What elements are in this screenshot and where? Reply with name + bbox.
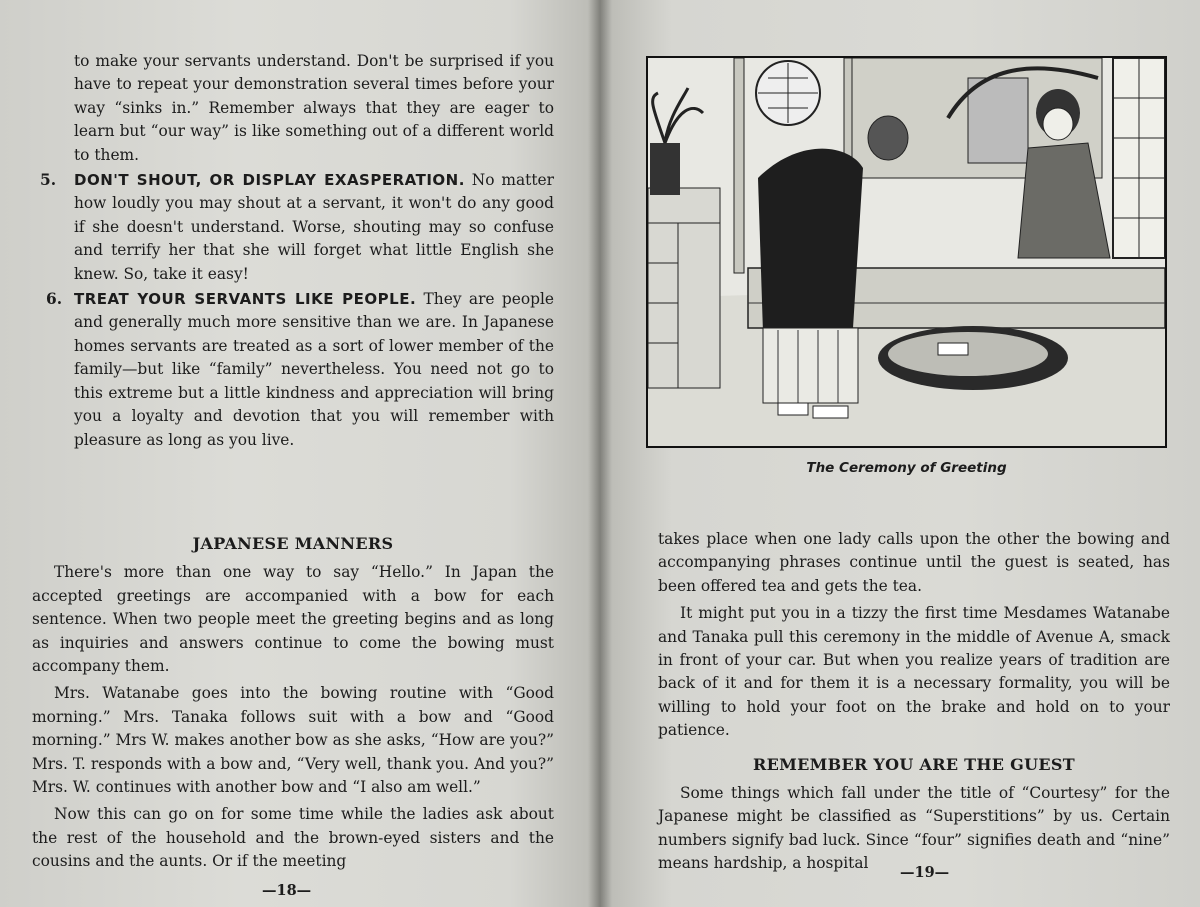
list-item-6: [46, 288, 554, 452]
list-item-5: [40, 169, 554, 286]
greeting-scene-drawing: [648, 58, 1165, 446]
opening-paragraph: to make your servants understand. Don't be surprised if you have to repeat your demonstration several times before your way “sinks in.” Remember always that they are eager to learn but “our way” is like something out of a different world to them.: [74, 52, 554, 164]
section-heading: REMEMBER YOU ARE THE GUEST: [753, 754, 1075, 774]
item-heading: DON'T SHOUT, OR DISPLAY EXASPERATION.: [74, 171, 465, 190]
section-heading: JAPANESE MANNERS: [192, 534, 394, 553]
paragraph: Mrs. Watanabe goes into the bowing routine with “Good morning.” Mrs. Tanaka follows suit with a bow and “Good morning.” Mrs W. makes another bow as she asks, “How are you?” Mrs. T. responds with a bow and, “Very well, thank you. And you?” Mrs. W. continues with another bow and “I also am well.”: [32, 684, 554, 797]
paragraph: There's more than one way to say “Hello.” In Japan the accepted greetings are accompanied with a bow for each sentence. When two people meet the greeting begins and as long as inquiries and answers continue to come the bowing must accompany them.: [32, 563, 554, 676]
paragraph: Some things which fall under the title of “Courtesy” for the Japanese might be classified as “Superstitions” by us. Certain numbers signify bad luck. Since “four” signifies death and “nine” means hardship, a hospital: [658, 784, 1170, 873]
ceremony-illustration: [646, 56, 1167, 448]
page-number: —18—: [262, 882, 312, 899]
paragraph: Now this can go on for some time while the ladies ask about the rest of the household and the brown-eyed sisters and the cousins and the aunts. Or if the meeting: [32, 805, 554, 871]
page-number: —19—: [900, 864, 950, 881]
paragraph: takes place when one lady calls upon the other the bowing and accompanying phrases continue until the guest is seated, has been offered tea and gets the tea.: [658, 530, 1170, 595]
illustration-caption: The Ceremony of Greeting: [806, 460, 1007, 476]
paragraph: It might put you in a tizzy the first time Mesdames Watanabe and Tanaka pull this ceremony in the middle of Avenue A, smack in front of your car. But when you realize years of tradition are back of it and for them it is a necessary formality, you will be willing to hold your foot on the brake and hold on to your patience.: [658, 604, 1170, 740]
item-number: 6.: [46, 290, 63, 309]
book-spine-shadow: [588, 0, 612, 907]
item-heading: TREAT YOUR SERVANTS LIKE PEOPLE.: [74, 290, 417, 309]
left-text-column: [40, 50, 554, 452]
right-text-column: [658, 528, 1170, 876]
left-text-column-lower: [32, 526, 554, 874]
right-page: [600, 0, 1200, 907]
item-number: 5.: [40, 171, 57, 190]
item-body: They are people and generally much more sensitive than we are. In Japanese homes servants are treated as a sort of lower member of the family—but like “family” nevertheless. You need not go to this extreme but a little kindness and appreciation will bring you a loyalty and devotion that you will remember with pleasure as long as you live.: [74, 290, 554, 449]
item-body: No matter how loudly you may shout at a servant, it won't do any good if she doesn't understand. Worse, shouting may so confuse and terrify her that she will forget what little English she knew. So, take it easy!: [74, 171, 554, 283]
